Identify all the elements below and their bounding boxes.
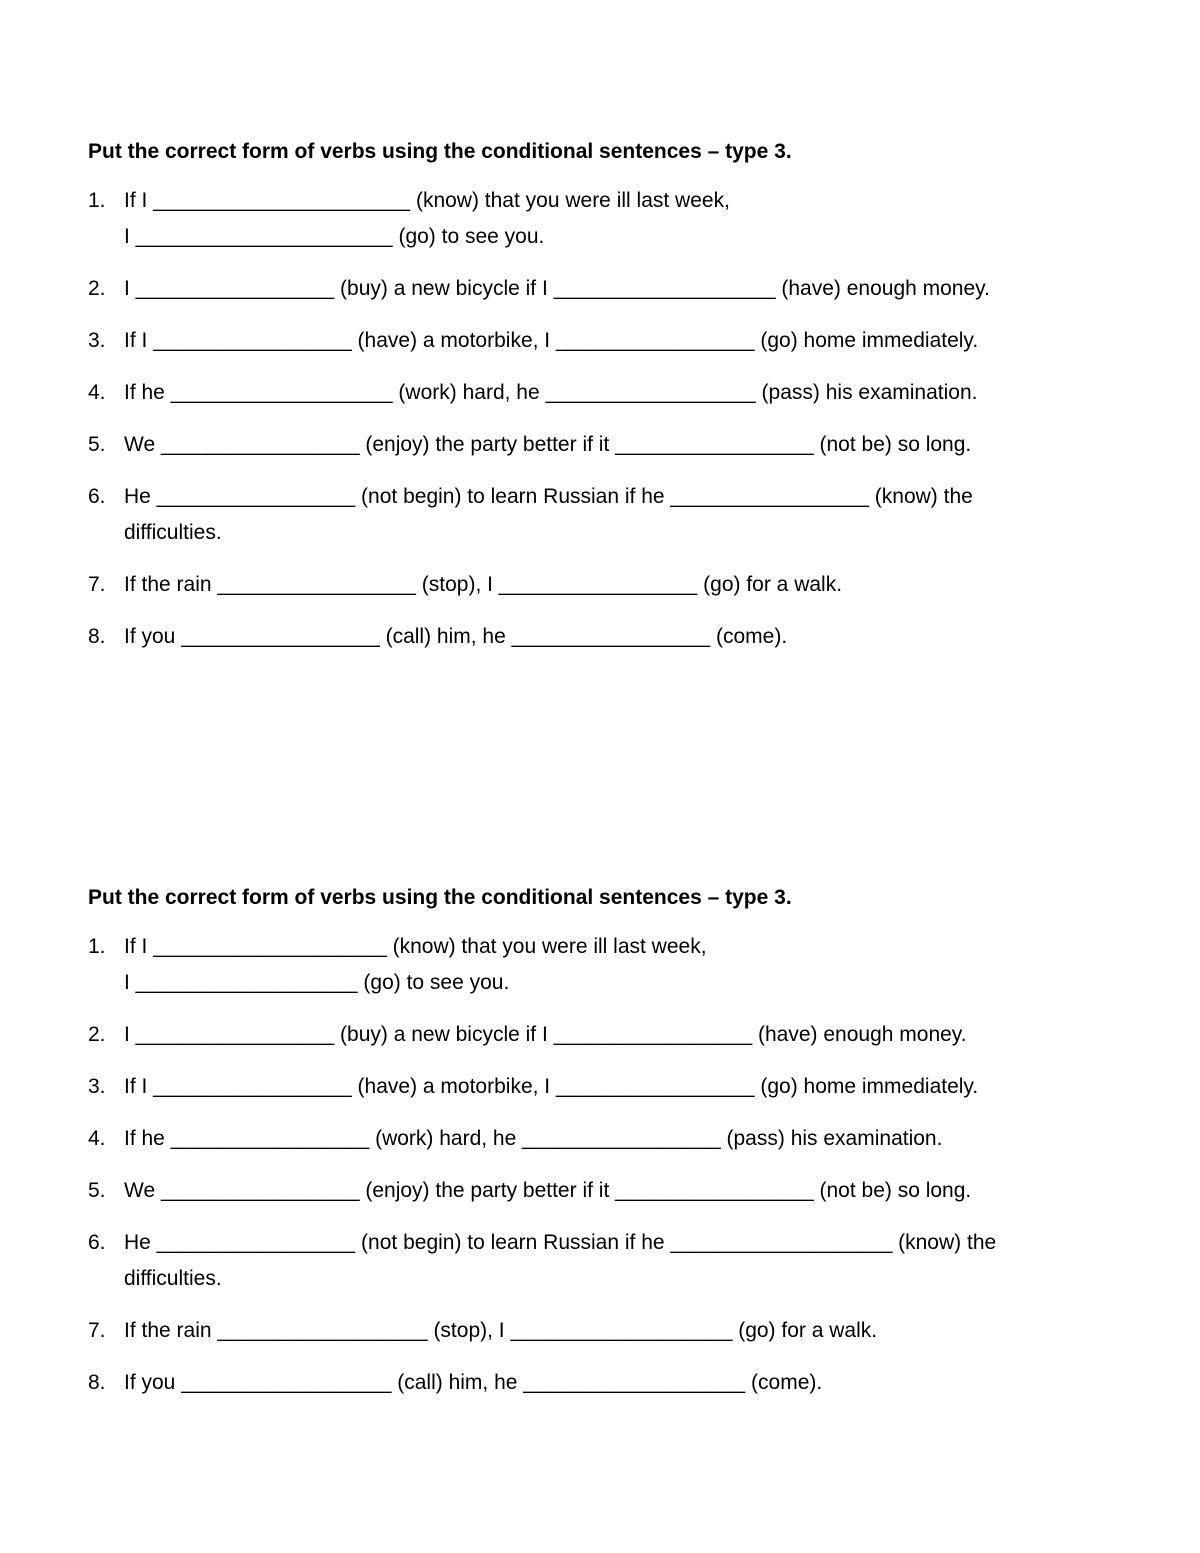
- question-text: If the rain __________________ (stop), I ___________________ (go) for a walk.: [124, 1319, 878, 1342]
- question-item: [88, 1365, 1168, 1401]
- question-item: [88, 619, 1168, 655]
- question-item: [88, 183, 1168, 255]
- question-item: [88, 323, 1168, 359]
- question-number: 4.: [88, 1127, 106, 1150]
- question-item: [88, 1173, 1168, 1209]
- question-text: I _________________ (buy) a new bicycle if I ___________________ (have) enough money.: [124, 277, 990, 300]
- question-text: If the rain _________________ (stop), I _________________ (go) for a walk.: [124, 573, 843, 596]
- question-list: [88, 183, 1168, 655]
- question-text: If I ______________________ (know) that you were ill last week,: [124, 189, 730, 212]
- question-number: 5.: [88, 1179, 106, 1202]
- question-text: If I _________________ (have) a motorbike, I _________________ (go) home immediately.: [124, 329, 979, 352]
- question-item: [88, 479, 1168, 551]
- exercise-2: [88, 883, 1168, 1401]
- question-item: [88, 567, 1168, 603]
- question-number: 6.: [88, 1231, 106, 1254]
- question-text: We _________________ (enjoy) the party better if it _________________ (not be) so long.: [124, 433, 972, 456]
- question-text: If he ___________________ (work) hard, he __________________ (pass) his examination.: [124, 381, 978, 404]
- question-number: 6.: [88, 485, 106, 508]
- exercise-heading: Put the correct form of verbs using the conditional sentences – type 3.: [88, 140, 792, 163]
- exercise-1: [88, 137, 1168, 655]
- question-number: 2.: [88, 1023, 106, 1046]
- question-item: [88, 427, 1168, 463]
- exercise-heading: Put the correct form of verbs using the conditional sentences – type 3.: [88, 886, 792, 909]
- question-item: [88, 1069, 1168, 1105]
- question-text-continued: I ___________________ (go) to see you.: [124, 971, 510, 994]
- question-number: 3.: [88, 1075, 106, 1098]
- question-text: If he _________________ (work) hard, he _________________ (pass) his examination.: [124, 1127, 943, 1150]
- question-item: [88, 1313, 1168, 1349]
- question-list: [88, 929, 1168, 1401]
- question-item: [88, 271, 1168, 307]
- question-text-continued: I ______________________ (go) to see you.: [124, 225, 545, 248]
- question-number: 8.: [88, 1371, 106, 1394]
- question-text-continued: difficulties.: [124, 1267, 222, 1290]
- question-text: If you _________________ (call) him, he _________________ (come).: [124, 625, 788, 648]
- question-item: [88, 1225, 1168, 1297]
- question-text: If I ____________________ (know) that you were ill last week,: [124, 935, 707, 958]
- question-number: 1.: [88, 935, 106, 958]
- question-number: 2.: [88, 277, 106, 300]
- question-text: I _________________ (buy) a new bicycle if I _________________ (have) enough money.: [124, 1023, 967, 1046]
- question-text: He _________________ (not begin) to learn Russian if he _________________ (know) the: [124, 485, 973, 508]
- question-item: [88, 1017, 1168, 1053]
- question-number: 5.: [88, 433, 106, 456]
- question-number: 7.: [88, 1319, 106, 1342]
- question-number: 3.: [88, 329, 106, 352]
- question-number: 1.: [88, 189, 106, 212]
- question-text: We _________________ (enjoy) the party better if it _________________ (not be) so long.: [124, 1179, 972, 1202]
- question-text: He _________________ (not begin) to learn Russian if he ___________________ (know) the: [124, 1231, 997, 1254]
- question-item: [88, 1121, 1168, 1157]
- question-item: [88, 929, 1168, 1001]
- question-number: 4.: [88, 381, 106, 404]
- question-text: If you __________________ (call) him, he ___________________ (come).: [124, 1371, 823, 1394]
- question-number: 7.: [88, 573, 106, 596]
- question-item: [88, 375, 1168, 411]
- question-text-continued: difficulties.: [124, 521, 222, 544]
- question-text: If I _________________ (have) a motorbike, I _________________ (go) home immediately.: [124, 1075, 979, 1098]
- question-number: 8.: [88, 625, 106, 648]
